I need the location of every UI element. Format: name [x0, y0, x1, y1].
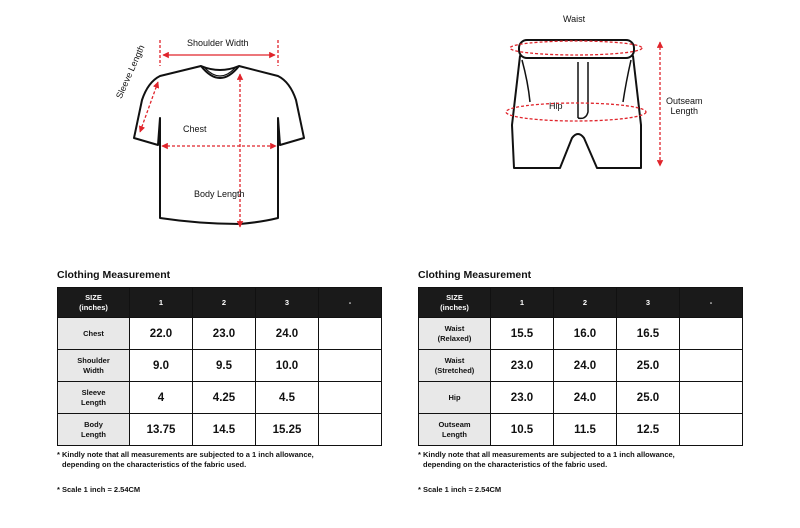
waist-label: Waist — [563, 14, 586, 24]
section-title: Clothing Measurement — [418, 269, 532, 281]
tshirt-measurement-table — [57, 287, 382, 446]
row-header: Chest — [58, 318, 130, 350]
table-cell: 23.0 — [491, 382, 554, 414]
hip-label: Hip — [549, 101, 563, 111]
table-cell — [680, 350, 743, 382]
table-row — [58, 382, 382, 414]
body-length-label: Body Length — [194, 189, 245, 199]
shoulder-width-label: Shoulder Width — [187, 38, 249, 48]
shorts-outline — [512, 40, 641, 168]
table-cell: 24.0 — [554, 382, 617, 414]
column-header: - — [319, 288, 382, 318]
scale-note: * Scale 1 inch = 2.54CM — [418, 485, 502, 494]
table-cell: 23.0 — [193, 318, 256, 350]
table-cell: 13.75 — [130, 414, 193, 446]
table-cell: 10.0 — [256, 350, 319, 382]
table-row — [58, 318, 382, 350]
garment-diagrams — [0, 0, 800, 260]
shorts-measurement-section — [418, 269, 745, 494]
table-header-row — [58, 288, 382, 318]
size-header: SIZE (inches) — [419, 288, 491, 318]
table-cell: 25.0 — [617, 350, 680, 382]
table-cell — [319, 414, 382, 446]
section-title: Clothing Measurement — [57, 269, 171, 281]
column-header: 2 — [554, 288, 617, 318]
table-cell: 9.0 — [130, 350, 193, 382]
table-cell — [680, 414, 743, 446]
table-cell: 12.5 — [617, 414, 680, 446]
column-header: - — [680, 288, 743, 318]
table-header-row — [419, 288, 743, 318]
sleeve-length-label: Sleeve Length — [114, 43, 147, 101]
table-cell: 15.5 — [491, 318, 554, 350]
table-cell: 14.5 — [193, 414, 256, 446]
table-cell: 10.5 — [491, 414, 554, 446]
row-header: Body Length — [58, 414, 130, 446]
allowance-note: * Kindly note that all measurements are subjected to a 1 inch allowance, depending on the characteristics of the fabric used. — [418, 450, 675, 469]
table-cell — [319, 318, 382, 350]
row-header: Hip — [419, 382, 491, 414]
table-cell: 4.25 — [193, 382, 256, 414]
shorts-measurement-table — [418, 287, 743, 446]
table-row — [58, 414, 382, 446]
row-header: Sleeve Length — [58, 382, 130, 414]
table-cell: 11.5 — [554, 414, 617, 446]
size-header: SIZE (inches) — [58, 288, 130, 318]
table-cell — [319, 350, 382, 382]
row-header: Waist (Stretched) — [419, 350, 491, 382]
column-header: 1 — [130, 288, 193, 318]
table-cell: 4.5 — [256, 382, 319, 414]
tshirt-measurement-section — [57, 269, 384, 494]
table-cell: 15.25 — [256, 414, 319, 446]
scale-note: * Scale 1 inch = 2.54CM — [57, 485, 141, 494]
table-cell: 25.0 — [617, 382, 680, 414]
column-header: 2 — [193, 288, 256, 318]
table-cell: 9.5 — [193, 350, 256, 382]
outseam-length-label: Outseam Length — [666, 96, 703, 116]
table-cell: 24.0 — [554, 350, 617, 382]
allowance-note: * Kindly note that all measurements are subjected to a 1 inch allowance, depending on the characteristics of the fabric used. — [57, 450, 314, 469]
column-header: 1 — [491, 288, 554, 318]
table-row — [419, 414, 743, 446]
table-row — [419, 382, 743, 414]
table-cell — [319, 382, 382, 414]
table-cell: 16.0 — [554, 318, 617, 350]
column-header: 3 — [256, 288, 319, 318]
table-cell: 22.0 — [130, 318, 193, 350]
table-cell: 23.0 — [491, 350, 554, 382]
table-row — [419, 350, 743, 382]
table-cell — [680, 318, 743, 350]
tshirt-outline — [134, 66, 304, 224]
row-header: Outseam Length — [419, 414, 491, 446]
table-row — [419, 318, 743, 350]
table-cell: 24.0 — [256, 318, 319, 350]
table-cell: 16.5 — [617, 318, 680, 350]
column-header: 3 — [617, 288, 680, 318]
row-header: Waist (Relaxed) — [419, 318, 491, 350]
row-header: Shoulder Width — [58, 350, 130, 382]
table-cell: 4 — [130, 382, 193, 414]
chest-label: Chest — [183, 124, 207, 134]
table-cell — [680, 382, 743, 414]
table-row — [58, 350, 382, 382]
